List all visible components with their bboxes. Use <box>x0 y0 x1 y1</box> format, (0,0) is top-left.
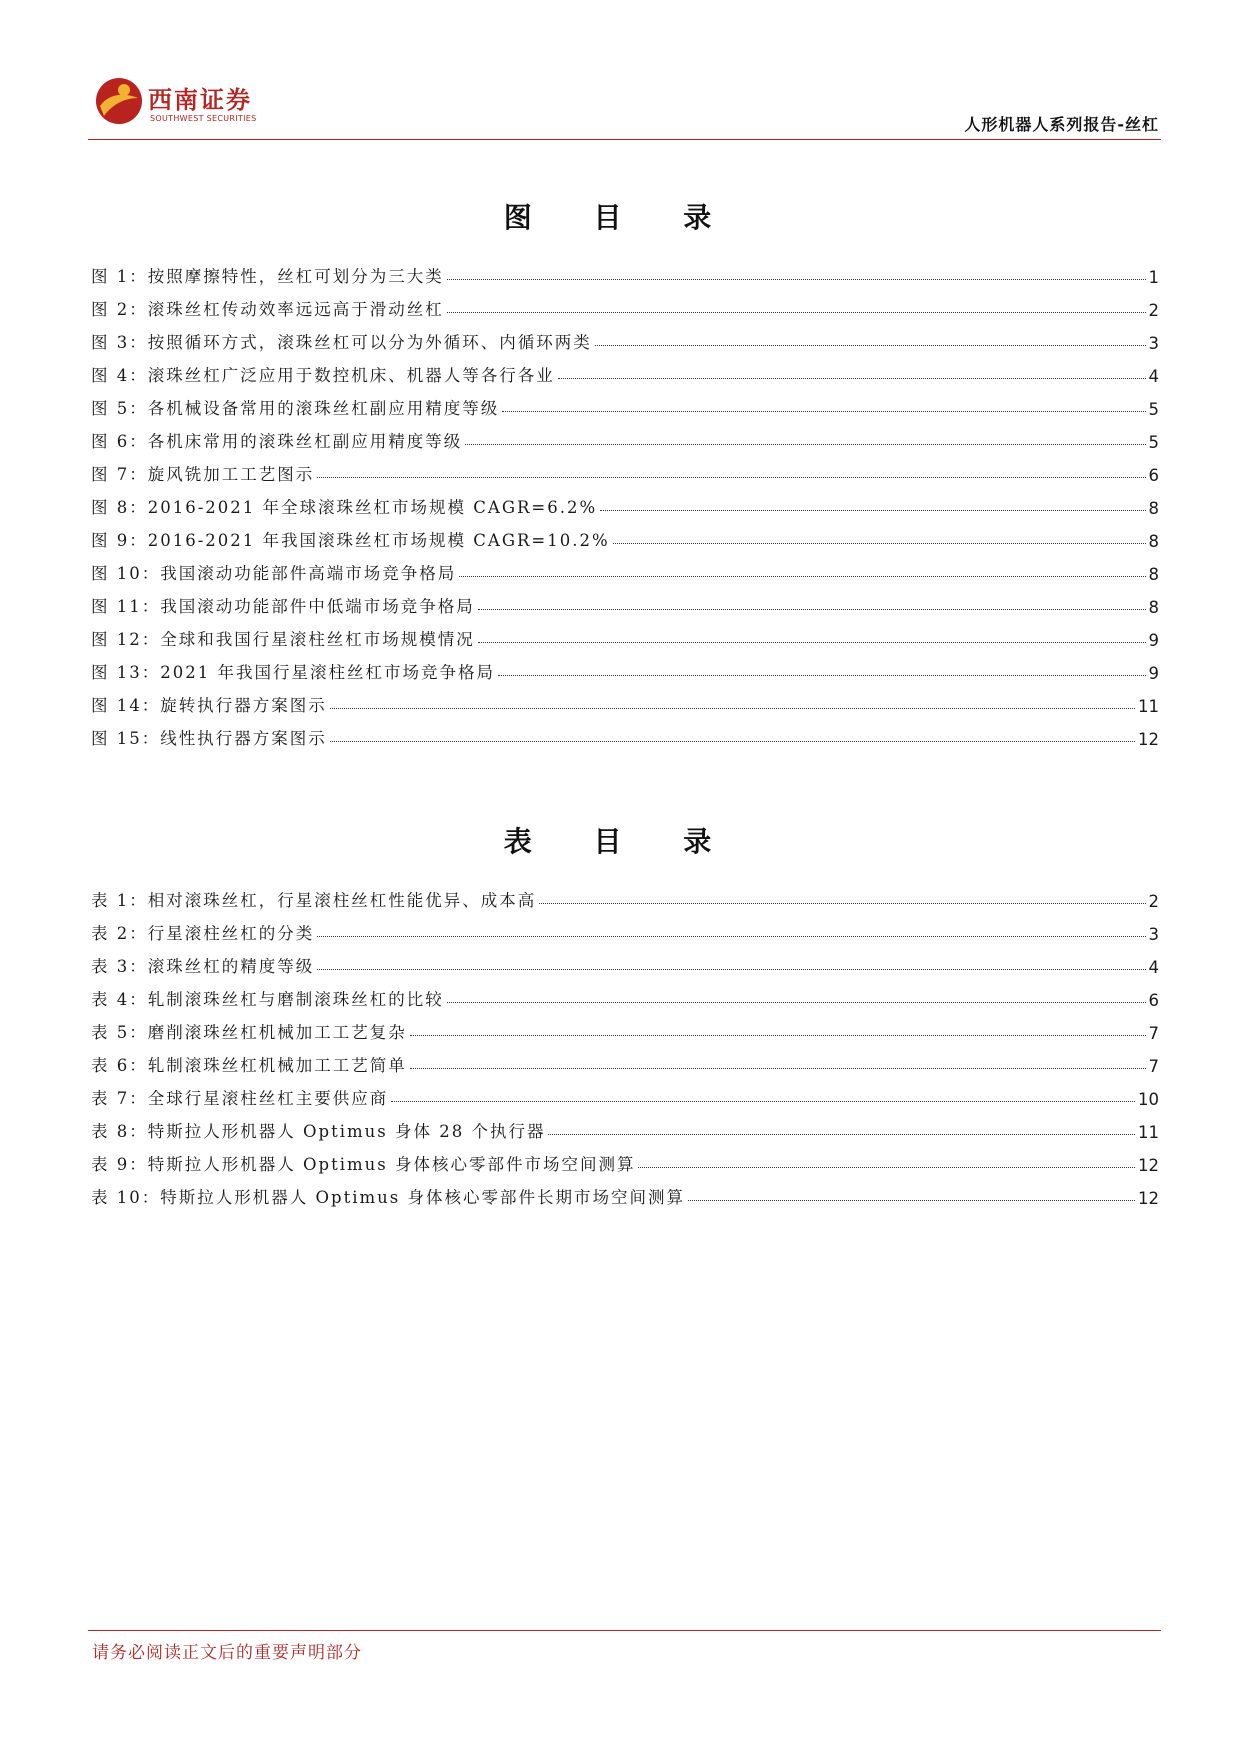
tables-toc-list <box>91 878 1159 1208</box>
toc-entry-page: 8 <box>1148 499 1159 518</box>
toc-entry-label: 图 15：线性执行器方案图示 <box>91 729 327 748</box>
toc-leader-dots <box>613 543 1146 544</box>
toc-entry-label: 表 7：全球行星滚柱丝杠主要供应商 <box>91 1089 389 1108</box>
toc-entry-label: 图 9：2016-2021 年我国滚珠丝杠市场规模 CAGR=10.2% <box>91 531 610 550</box>
toc-leader-dots <box>447 1002 1146 1003</box>
toc-leader-dots <box>548 1134 1135 1135</box>
toc-leader-dots <box>478 609 1146 610</box>
toc-leader-dots <box>317 969 1145 970</box>
toc-entry[interactable] <box>91 944 1159 977</box>
toc-entry-label: 图 13：2021 年我国行星滚柱丝杠市场竞争格局 <box>91 663 495 682</box>
toc-entry-label: 图 12：全球和我国行星滚柱丝杠市场规模情况 <box>91 630 475 649</box>
toc-entry[interactable] <box>91 1010 1159 1043</box>
footer-disclaimer: 请务必阅读正文后的重要声明部分 <box>92 1643 362 1663</box>
tables-toc-title: 表 目 录 <box>503 825 738 858</box>
toc-entry-label: 表 9：特斯拉人形机器人 Optimus 身体核心零部件市场空间测算 <box>91 1155 636 1174</box>
toc-entry-page: 12 <box>1138 730 1159 749</box>
toc-entry-label: 图 3：按照循环方式，滚珠丝杠可以分为外循环、内循环两类 <box>91 333 592 352</box>
toc-leader-dots <box>558 378 1146 379</box>
toc-entry[interactable] <box>91 419 1159 452</box>
toc-entry-label: 表 5：磨削滚珠丝杠机械加工工艺复杂 <box>91 1023 407 1042</box>
toc-leader-dots <box>478 642 1146 643</box>
toc-entry[interactable] <box>91 1142 1159 1175</box>
toc-entry-page: 3 <box>1148 925 1159 944</box>
toc-leader-dots <box>317 477 1145 478</box>
footer-divider <box>88 1630 1161 1631</box>
toc-entry[interactable] <box>91 878 1159 911</box>
toc-entry[interactable] <box>91 551 1159 584</box>
toc-entry-page: 12 <box>1138 1156 1159 1175</box>
toc-leader-dots <box>459 576 1145 577</box>
toc-leader-dots <box>391 1101 1135 1102</box>
toc-entry[interactable] <box>91 911 1159 944</box>
toc-entry-page: 2 <box>1148 301 1159 320</box>
toc-leader-dots <box>638 1167 1135 1168</box>
toc-entry-label: 图 5：各机械设备常用的滚珠丝杠副应用精度等级 <box>91 399 500 418</box>
toc-entry[interactable] <box>91 683 1159 716</box>
figures-toc-title: 图 目 录 <box>503 201 738 234</box>
toc-entry-page: 1 <box>1148 268 1159 287</box>
toc-entry-label: 表 8：特斯拉人形机器人 Optimus 身体 28 个执行器 <box>91 1122 546 1141</box>
toc-entry-page: 11 <box>1138 697 1159 716</box>
logo-english-name: SOUTHWEST SECURITIES <box>150 114 257 123</box>
header-divider <box>88 139 1161 140</box>
toc-leader-dots <box>465 444 1145 445</box>
toc-entry-page: 9 <box>1148 664 1159 683</box>
toc-entry[interactable] <box>91 1175 1159 1208</box>
toc-entry-page: 10 <box>1138 1090 1159 1109</box>
toc-entry-label: 图 4：滚珠丝杠广泛应用于数控机床、机器人等各行各业 <box>91 366 555 385</box>
toc-entry[interactable] <box>91 716 1159 749</box>
toc-entry-page: 7 <box>1148 1024 1159 1043</box>
toc-entry-label: 图 14：旋转执行器方案图示 <box>91 696 327 715</box>
toc-entry-label: 图 10：我国滚动功能部件高端市场竞争格局 <box>91 564 457 583</box>
toc-entry-page: 5 <box>1148 400 1159 419</box>
toc-entry-label: 图 2：滚珠丝杠传动效率远远高于滑动丝杠 <box>91 300 444 319</box>
company-logo <box>94 76 314 128</box>
report-title: 人形机器人系列报告-丝杠 <box>964 115 1159 134</box>
toc-entry[interactable] <box>91 485 1159 518</box>
page-header <box>88 74 1161 140</box>
toc-entry-page: 8 <box>1148 565 1159 584</box>
toc-entry[interactable] <box>91 452 1159 485</box>
toc-leader-dots <box>330 741 1135 742</box>
toc-entry-page: 6 <box>1148 991 1159 1010</box>
toc-leader-dots <box>539 903 1145 904</box>
southwest-securities-logo-icon <box>94 76 144 126</box>
toc-entry-label: 图 1：按照摩擦特性，丝杠可划分为三大类 <box>91 267 444 286</box>
toc-leader-dots <box>330 708 1135 709</box>
toc-entry[interactable] <box>91 287 1159 320</box>
toc-leader-dots <box>317 936 1145 937</box>
toc-entry-label: 表 4：轧制滚珠丝杠与磨制滚珠丝杠的比较 <box>91 990 444 1009</box>
toc-entry-label: 图 11：我国滚动功能部件中低端市场竞争格局 <box>91 597 475 616</box>
toc-leader-dots <box>410 1068 1146 1069</box>
toc-entry-page: 3 <box>1148 334 1159 353</box>
toc-entry[interactable] <box>91 650 1159 683</box>
toc-entry-label: 图 7：旋风铣加工工艺图示 <box>91 465 315 484</box>
logo-chinese-name: 西南证券 <box>148 85 252 114</box>
toc-leader-dots <box>447 312 1146 313</box>
toc-leader-dots <box>410 1035 1146 1036</box>
toc-entry[interactable] <box>91 617 1159 650</box>
toc-entry[interactable] <box>91 320 1159 353</box>
toc-entry-page: 8 <box>1148 532 1159 551</box>
toc-entry-label: 图 6：各机床常用的滚珠丝杠副应用精度等级 <box>91 432 463 451</box>
toc-entry[interactable] <box>91 1076 1159 1109</box>
toc-entry-page: 8 <box>1148 598 1159 617</box>
toc-entry[interactable] <box>91 518 1159 551</box>
toc-leader-dots <box>595 345 1146 346</box>
toc-leader-dots <box>600 510 1145 511</box>
toc-entry[interactable] <box>91 254 1159 287</box>
toc-entry-label: 表 2：行星滚柱丝杠的分类 <box>91 924 315 943</box>
toc-entry-page: 2 <box>1148 892 1159 911</box>
toc-entry-page: 6 <box>1148 466 1159 485</box>
toc-entry-page: 4 <box>1148 367 1159 386</box>
figures-toc-list <box>91 254 1159 749</box>
toc-entry-label: 表 1：相对滚珠丝杠，行星滚柱丝杠性能优异、成本高 <box>91 891 537 910</box>
toc-entry-page: 9 <box>1148 631 1159 650</box>
toc-entry[interactable] <box>91 1109 1159 1142</box>
toc-entry-page: 7 <box>1148 1057 1159 1076</box>
toc-entry[interactable] <box>91 977 1159 1010</box>
toc-entry[interactable] <box>91 386 1159 419</box>
toc-entry-label: 表 6：轧制滚珠丝杠机械加工工艺简单 <box>91 1056 407 1075</box>
toc-entry[interactable] <box>91 584 1159 617</box>
toc-entry-label: 图 8：2016-2021 年全球滚珠丝杠市场规模 CAGR=6.2% <box>91 498 598 517</box>
toc-entry-label: 表 3：滚珠丝杠的精度等级 <box>91 957 315 976</box>
toc-entry[interactable] <box>91 1043 1159 1076</box>
toc-entry-page: 11 <box>1138 1123 1159 1142</box>
toc-entry-page: 12 <box>1138 1189 1159 1208</box>
toc-leader-dots <box>498 675 1146 676</box>
toc-entry[interactable] <box>91 353 1159 386</box>
toc-leader-dots <box>688 1200 1135 1201</box>
toc-entry-page: 5 <box>1148 433 1159 452</box>
toc-leader-dots <box>502 411 1145 412</box>
toc-entry-label: 表 10：特斯拉人形机器人 Optimus 身体核心零部件长期市场空间测算 <box>91 1188 685 1207</box>
toc-leader-dots <box>447 279 1146 280</box>
toc-entry-page: 4 <box>1148 958 1159 977</box>
